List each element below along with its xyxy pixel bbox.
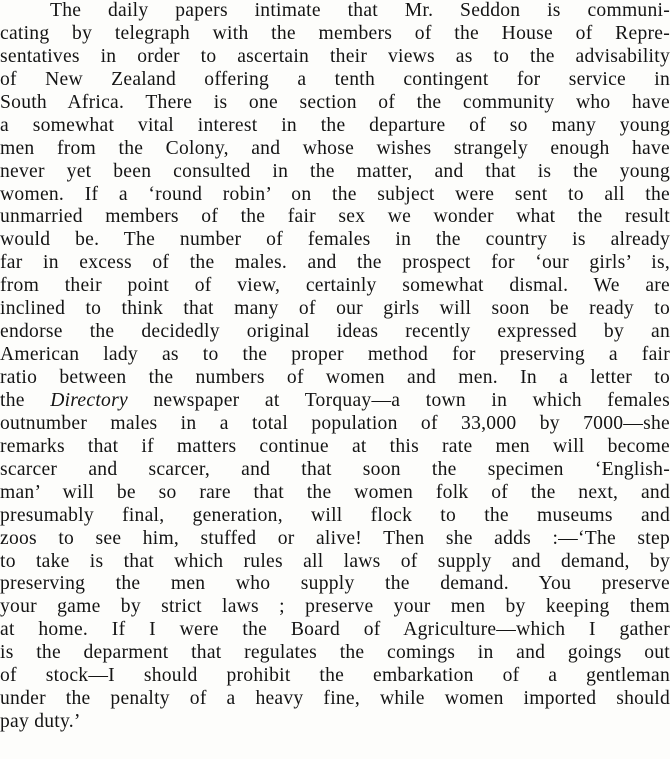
article-line: of New Zealand offering a tenth contingent for service in	[0, 68, 670, 90]
article-line: endorse the decidedly original ideas recently expressed by an	[0, 321, 670, 343]
article-line: scarcer and scarcer, and that soon the specimen ‘English-	[0, 458, 670, 480]
article-line: ratio between the numbers of women and men. In a letter to	[0, 367, 670, 388]
article-line: never yet been consulted in the matter, and that is the young	[0, 160, 670, 182]
article-line: would be. The number of females in the country is already	[0, 229, 670, 251]
article-line: outnumber males in a total population of 33,000 by 7000—she	[0, 412, 670, 434]
article-line: men from the Colony, and whose wishes strangely enough have	[0, 137, 670, 159]
article-line: sentatives in order to ascertain their views as to the advisability	[0, 45, 670, 67]
article-line-final: pay duty.’	[0, 711, 81, 733]
article-line: to take is that which rules all laws of supply and demand, by	[0, 550, 670, 572]
article-line-start: the	[0, 389, 51, 411]
article-line: preserving the men who supply the demand. You preserve	[0, 573, 670, 595]
article-line: at home. If I were the Board of Agriculture—which I gather	[0, 619, 670, 641]
article-line: far in excess of the males. and the prospect for ‘our girls’ is,	[0, 252, 670, 274]
article-line: is the deparment that regulates the comings in and goings out	[0, 642, 670, 664]
article-line: from their point of view, certainly somewhat dismal. We are	[0, 275, 670, 297]
article-line: presumably final, generation, will flock to the museums and	[0, 504, 670, 526]
article-line: under the penalty of a heavy fine, while women imported should	[0, 688, 670, 710]
article-line: The daily papers intimate that Mr. Seddon is communi-	[50, 0, 670, 21]
article-line: man’ will be so rare that the women folk of the next, and	[0, 481, 670, 503]
article-line: inclined to think that many of our girls will soon be ready to	[0, 298, 670, 320]
newspaper-title: Directory	[50, 389, 128, 411]
article-line-directory	[0, 390, 670, 413]
article-line: American lady as to the proper method for preserving a fair	[0, 344, 670, 366]
article-line: remarks that if matters continue at this rate men will become	[0, 435, 670, 457]
article-line: South Africa. There is one section of the community who have	[0, 91, 670, 113]
article-line: zoos to see him, stuffed or alive! Then she adds :—‘The step	[0, 527, 670, 549]
article-line: of stock—I should prohibit the embarkation of a gentleman	[0, 665, 670, 687]
article-line: unmarried members of the fair sex we wonder what the result	[0, 206, 670, 228]
article-line: women. If a ‘round robin’ on the subject were sent to all the	[0, 183, 670, 205]
article-line-rest: newspaper at Torquay—a town in which females	[127, 389, 670, 411]
article-line: a somewhat vital interest in the departure of so many young	[0, 114, 670, 136]
article-line: cating by telegraph with the members of the House of Repre-	[0, 22, 670, 44]
article-line: your game by strict laws ; preserve your men by keeping them	[0, 596, 670, 618]
